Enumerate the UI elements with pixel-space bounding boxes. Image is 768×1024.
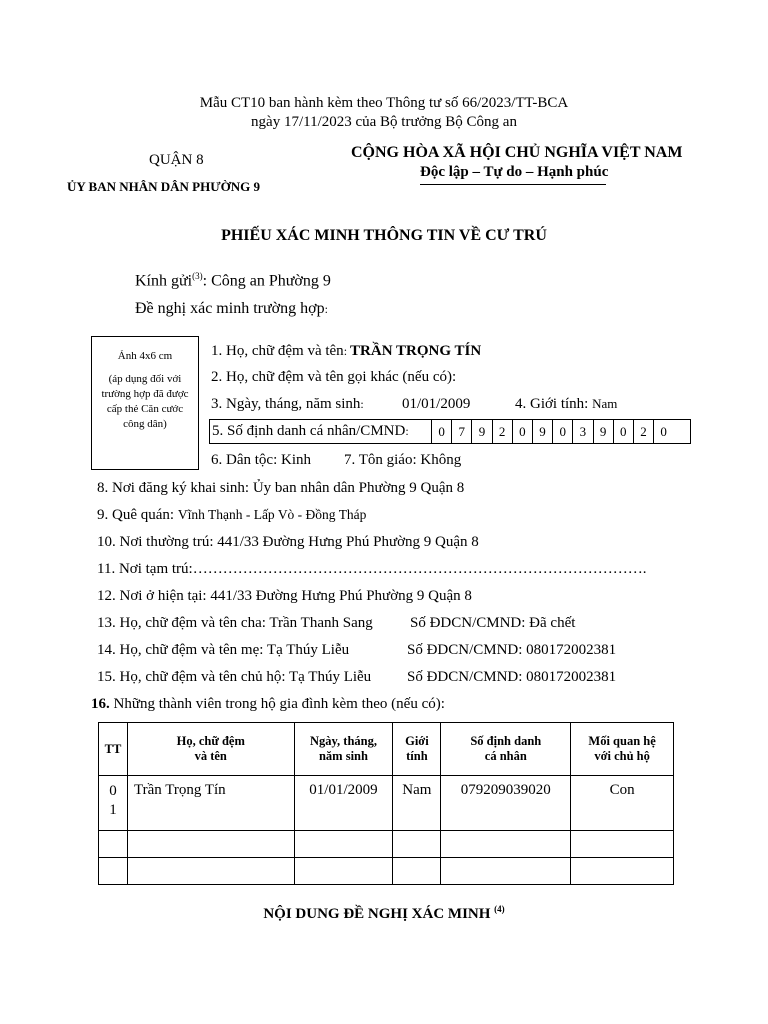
recipient-note: (3) <box>192 271 203 281</box>
field-other-name: 2. Họ, chữ đệm và tên gọi khác (nếu có): <box>211 369 457 385</box>
cell-tt: 0 1 <box>99 776 128 831</box>
cell-sex: Nam <box>393 776 441 831</box>
table-row <box>99 858 674 885</box>
field-household-head: 15. Họ, chữ đệm và tên chủ hộ: Tạ Thúy Liễu <box>97 669 372 685</box>
id-digit: 0 <box>653 420 673 443</box>
id-number-label: 5. Số định danh cá nhân/CMND: <box>212 423 409 439</box>
birth-date-value: 01/01/2009 <box>402 396 471 412</box>
id-digit: 9 <box>593 420 613 443</box>
field-father-id: Số ĐDCN/CMND: Đã chết <box>410 615 576 631</box>
field-permanent-address: 10. Nơi thường trú: 441/33 Đường Hưng Phú Phường 9 Quận 8 <box>97 534 479 550</box>
section-note: (4) <box>494 904 505 914</box>
photo-size: Ảnh 4x6 cm <box>117 350 173 362</box>
cell-id: 079209039020 <box>441 776 571 831</box>
national-motto: Độc lập – Tự do – Hạnh phúc <box>420 164 609 180</box>
district-name: QUẬN 8 <box>149 152 204 168</box>
header-name: Họ, chữ đệm và tên <box>127 723 294 776</box>
id-digit: 0 <box>512 420 532 443</box>
id-number-digits <box>431 420 673 443</box>
field-religion: 7. Tôn giáo: Không <box>344 452 462 468</box>
table-row <box>99 831 674 858</box>
motto-underline <box>420 184 606 185</box>
field-household-head-id: Số ĐDCN/CMND: 080172002381 <box>407 669 617 685</box>
id-digit: 7 <box>451 420 471 443</box>
recipient-line <box>135 271 331 290</box>
id-digit: 3 <box>572 420 592 443</box>
field-full-name: 1. Họ, chữ đệm và tên: TRẦN TRỌNG TÍN <box>211 343 482 359</box>
field-current-address: 12. Nơi ở hiện tại: 441/33 Đường Hưng Phú Phường 9 Quận 8 <box>97 588 472 604</box>
full-name-value: TRẦN TRỌNG TÍN <box>350 343 482 359</box>
cell-name: Trần Trọng Tín <box>127 776 294 831</box>
nation-name: CỘNG HÒA XÃ HỘI CHỦ NGHĨA VIỆT NAM <box>351 144 683 161</box>
field-temporary-address: 11. Nơi tạm trú:………………………………………………………………………………. <box>97 561 647 577</box>
hometown-value: Vĩnh Thạnh - Lấp Vò - Đồng Tháp <box>177 507 367 522</box>
recipient-value: : Công an Phường 9 <box>202 272 331 290</box>
id-digit: 9 <box>471 420 491 443</box>
header-dob: Ngày, tháng, năm sinh <box>294 723 393 776</box>
section-title: NỘI DUNG ĐỀ NGHỊ XÁC MINH $^{(4)}$ <box>263 904 505 922</box>
id-number-strip <box>209 419 691 444</box>
id-digit: 0 <box>431 420 451 443</box>
header-id: Số định danh cá nhân <box>441 723 571 776</box>
field-birth-date: 3. Ngày, tháng, năm sinh: <box>211 396 364 412</box>
photo-note: (áp dụng đối với trường hợp đã được cấp thẻ Căn cước công dân) <box>101 373 189 430</box>
cell-dob: 01/01/2009 <box>294 776 393 831</box>
request-line: Đề nghị xác minh trường hợp: <box>135 300 328 317</box>
recipient-label: Kính gửi <box>135 272 193 290</box>
committee-name: ỦY BAN NHÂN DÂN PHƯỜNG 9 <box>67 179 260 194</box>
id-digit: 0 <box>613 420 633 443</box>
gender-value: Nam <box>592 396 618 411</box>
field-ethnicity: 6. Dân tộc: Kinh <box>211 452 311 468</box>
field-mother-name: 14. Họ, chữ đệm và tên mẹ: Tạ Thúy Liễu <box>97 642 350 658</box>
id-digit: 9 <box>532 420 552 443</box>
table-header-row <box>99 723 674 776</box>
field-hometown: 9. Quê quán: Vĩnh Thạnh - Lấp Vò - Đồng Tháp <box>97 507 367 523</box>
field-mother-id: Số ĐDCN/CMND: 080172002381 <box>407 642 617 658</box>
cell-relation: Con <box>571 776 674 831</box>
header-sex: Giới tính <box>393 723 441 776</box>
document-title: PHIẾU XÁC MINH THÔNG TIN VỀ CƯ TRÚ <box>221 227 547 244</box>
form-date: ngày 17/11/2023 của Bộ trưởng Bộ Công an <box>251 114 517 130</box>
id-digit: 0 <box>552 420 572 443</box>
household-members-table <box>98 722 674 885</box>
field-father-name: 13. Họ, chữ đệm và tên cha: Trần Thanh Sang <box>97 615 373 631</box>
id-digit: 2 <box>492 420 512 443</box>
header-tt: TT <box>99 723 128 776</box>
field-birth-registration: 8. Nơi đăng ký khai sinh: Ủy ban nhân dân Phường 9 Quận 8 <box>97 480 465 496</box>
field-household-members: 16. Những thành viên trong hộ gia đình kèm theo (nếu có): <box>91 696 445 712</box>
form-reference: Mẫu CT10 ban hành kèm theo Thông tư số 66/2023/TT-BCA <box>199 95 569 111</box>
field-gender: 4. Giới tính: Nam <box>515 396 618 412</box>
header-relation: Mối quan hệ với chủ hộ <box>571 723 674 776</box>
table-row <box>99 776 674 831</box>
id-digit: 2 <box>633 420 653 443</box>
photo-placeholder <box>91 336 199 470</box>
